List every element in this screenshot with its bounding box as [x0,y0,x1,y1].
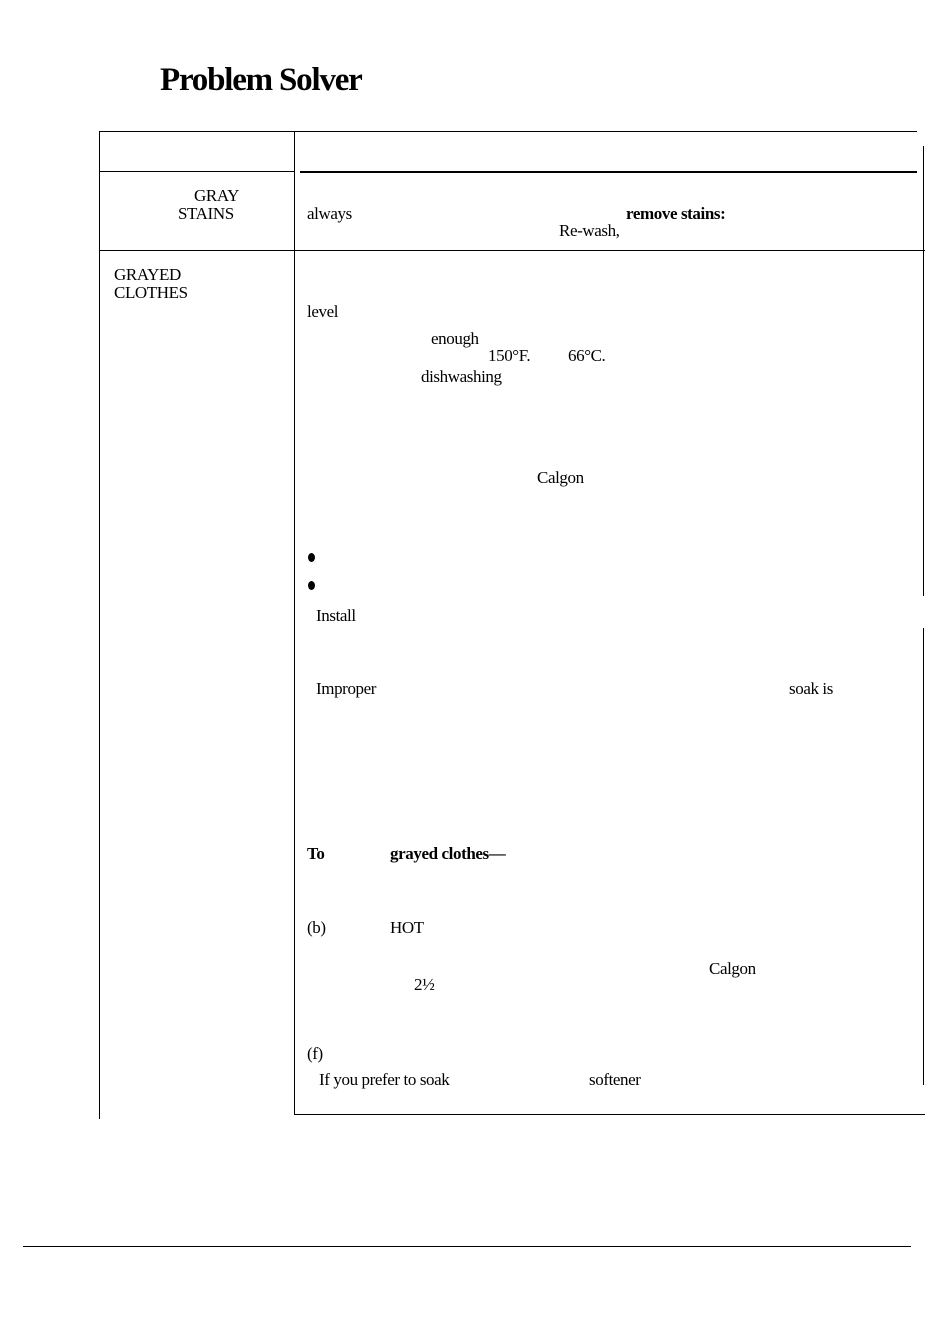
column-divider [294,131,295,1115]
bullet-icon [308,553,315,562]
solution-fragment-bold: To [307,844,325,863]
solution-fragment: (b) [307,918,326,937]
right-margin-bar-top [923,146,924,596]
row-divider [99,250,925,251]
right-margin-bar-bottom [923,628,924,1085]
solution-fragment: soak is [789,679,833,698]
problem-label-line-2: CLOTHES [114,283,188,302]
bullet-icon [308,581,315,590]
solution-fragment: dishwashing [421,367,502,386]
problem-label-line-2: STAINS [178,204,234,223]
solution-fragment: 150°F. [488,346,531,365]
table-top-border [99,131,917,132]
solution-fragment: HOT [390,918,424,937]
solution-fragment: Calgon [537,468,584,487]
problem-label-line-1: GRAYED [114,265,181,284]
table-left-border [99,131,100,1119]
solution-fragment: level [307,302,339,321]
solution-fragment: Re-wash, [559,221,620,240]
footer-rule [23,1246,911,1247]
solution-fragment-bold: grayed clothes— [390,844,506,863]
problem-label-line-1: GRAY [194,186,240,205]
solution-fragment: enough [431,329,479,348]
solution-fragment: If you prefer to soak [319,1070,450,1089]
solution-fragment: Improper [316,679,377,698]
solution-fragment: (f) [307,1044,323,1063]
solution-fragment: Calgon [709,959,756,978]
solution-fragment: 66°C. [568,346,606,365]
solution-fragment-bold: remove stains: [626,204,726,223]
table-bottom-border [294,1114,925,1115]
page-title: Problem Solver [160,62,362,98]
header-rule-left [99,171,295,172]
solution-fragment: 2½ [414,975,435,994]
solution-fragment: Install [316,606,356,625]
header-rule-right [300,171,917,173]
solution-fragment: softener [589,1070,641,1089]
solution-fragment: always [307,204,352,223]
